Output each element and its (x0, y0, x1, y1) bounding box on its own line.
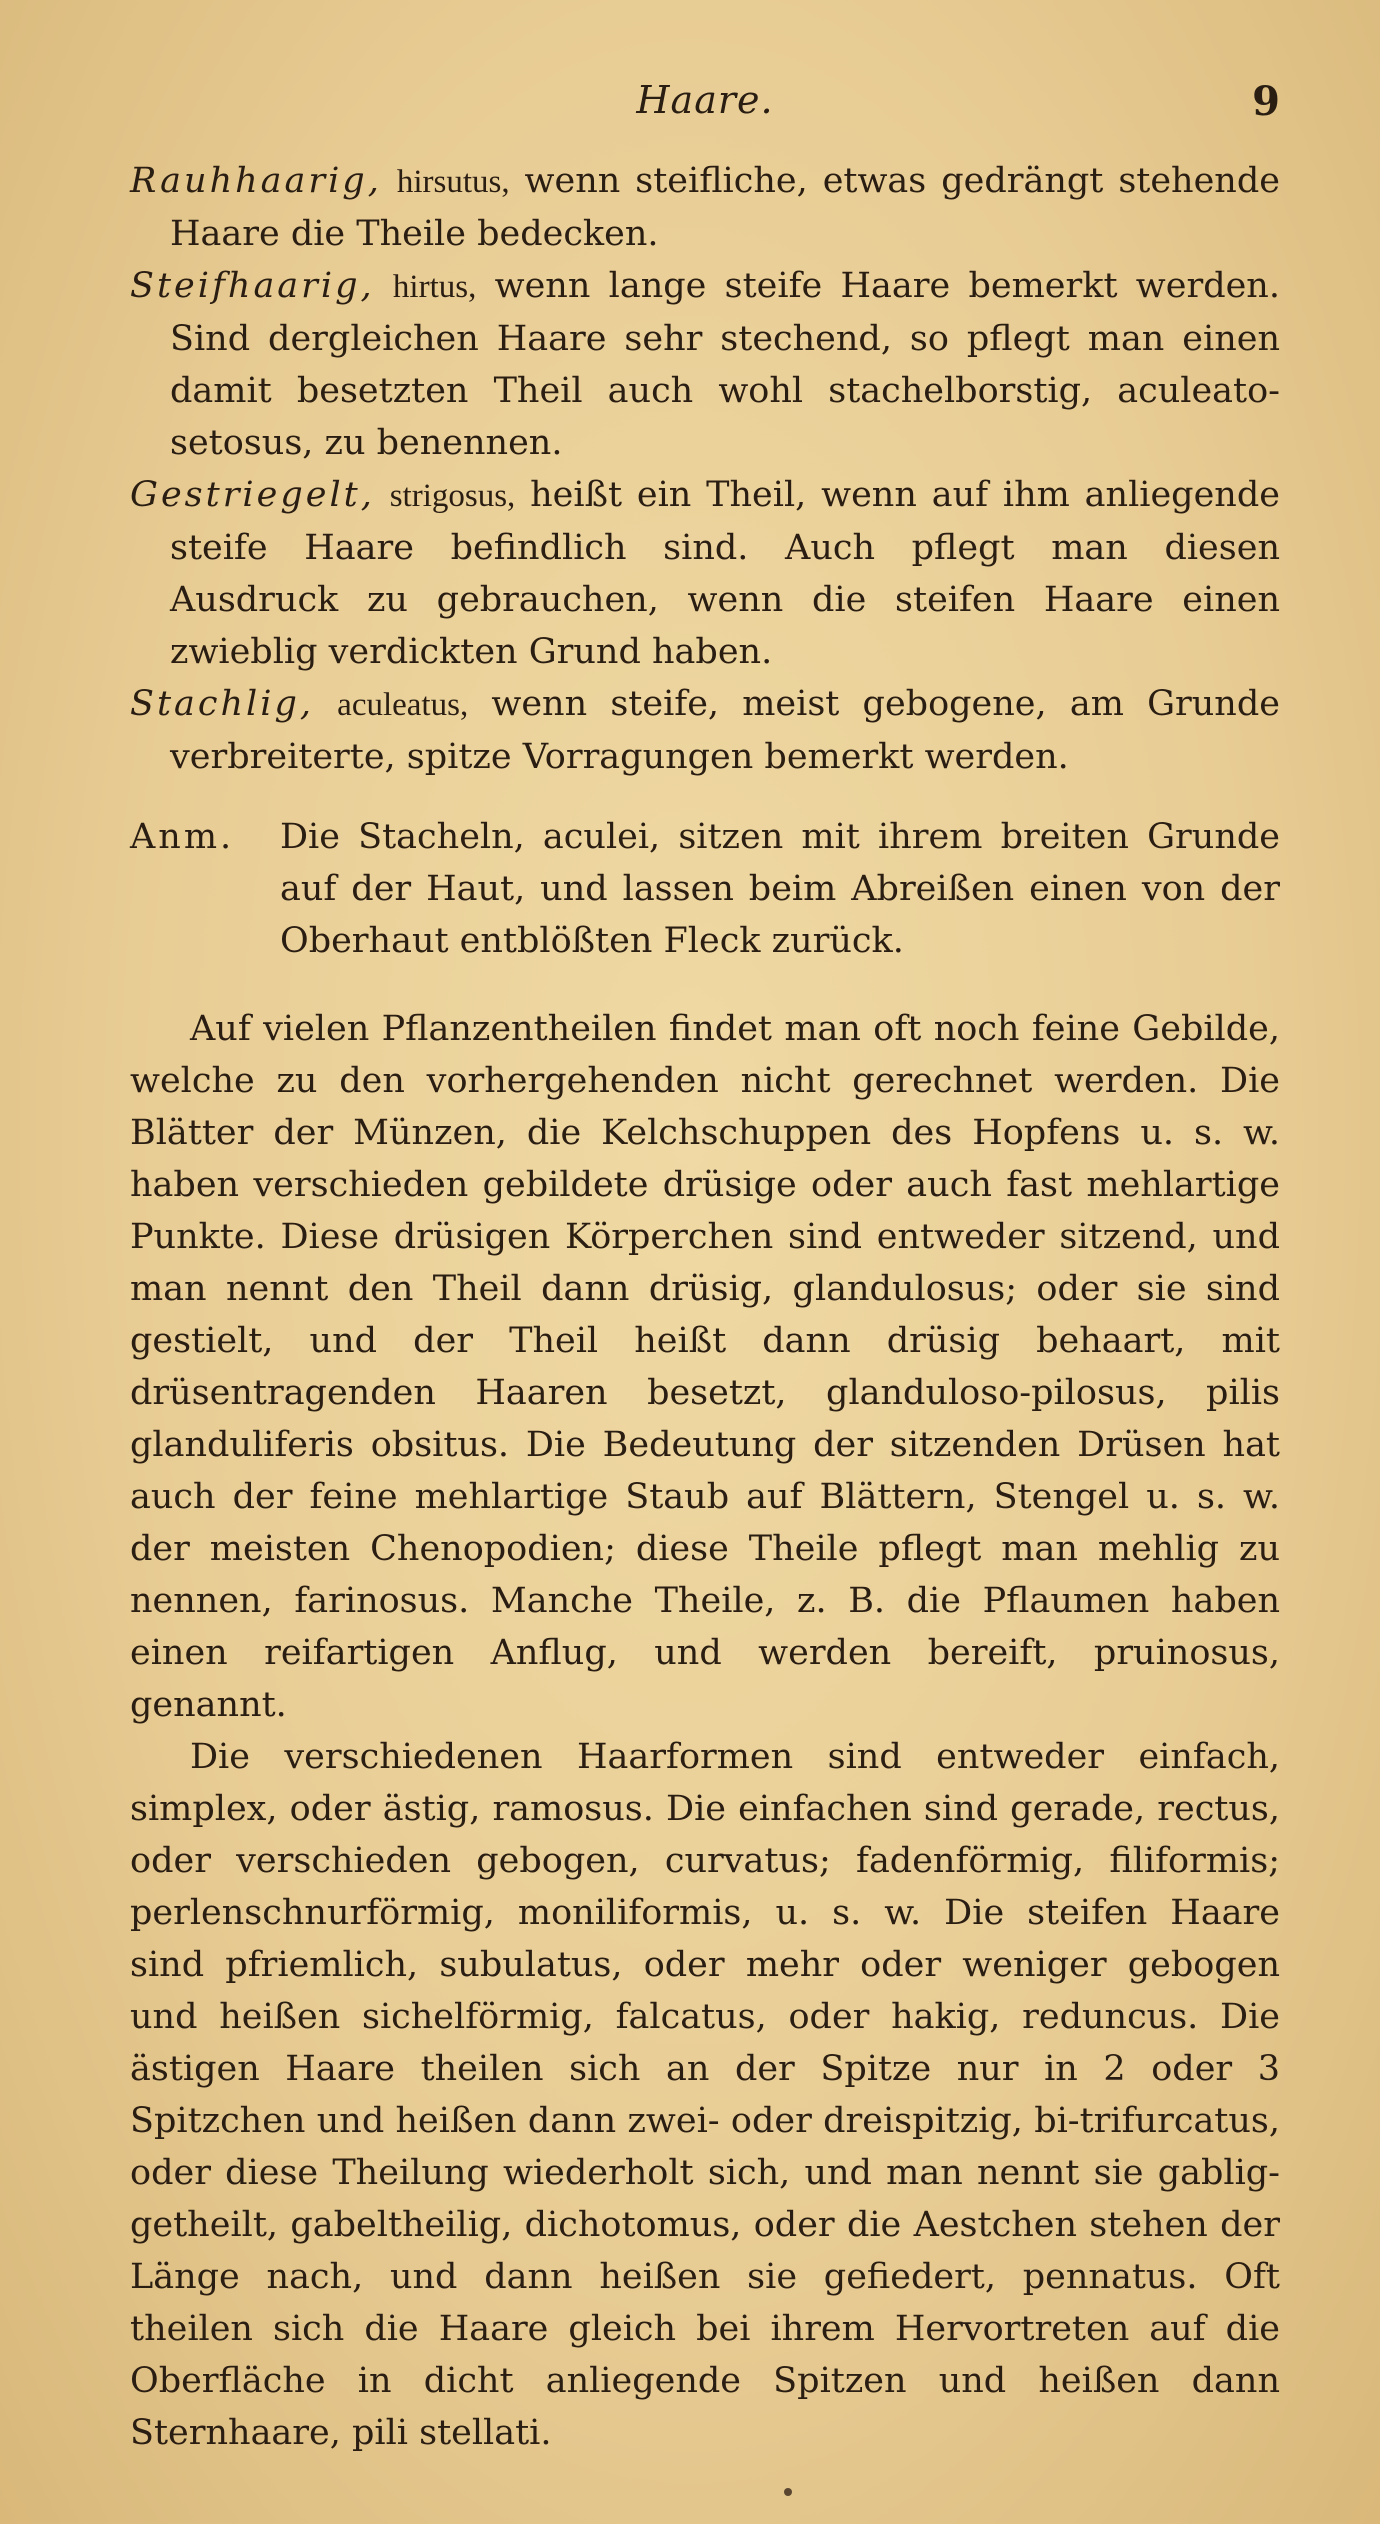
entry-text: wenn lange steife Haare bemerkt werden. Sind dergleichen Haare sehr stechend, so pflegt man einen damit besetzten Theil auch wohl stachelborstig, aculeato-setosus, zu benennen. (170, 266, 1280, 463)
note-text: Die Stacheln, aculei, sitzen mit ihrem breiten Grunde auf der Haut, und lassen beim Abreißen einen von der Oberhaut entblößten Fleck zurück. (280, 817, 1280, 961)
entry-term: Gestriegelt, (130, 475, 375, 515)
annotation-note (130, 811, 1280, 967)
body-paragraph: Die verschiedenen Haarformen sind entweder einfach, simplex, oder ästig, ramosus. Die einfachen sind gerade, rectus, oder verschieden gebogen, curvatus; fadenförmig, filiformis; perlenschnurförmig, moniliformis, u. s. w. Die steifen Haare sind pfriemlich, subulatus, oder mehr oder weniger gebogen und heißen sichelförmig, falcatus, oder hakig, reduncus. Die ästigen Haare theilen sich an der Spitze nur in 2 oder 3 Spitzchen und heißen dann zwei- oder dreispitzig, bi-trifurcatus, oder diese Theilung wiederholt sich, und man nennt sie gablig-getheilt, gabeltheilig, dichotomus, oder die Aestchen stehen der Länge nach, und dann heißen sie gefiedert, pennatus. Oft theilen sich die Haare gleich bei ihrem Hervortreten auf die Oberfläche in dicht anliegende Spitzen und heißen dann Sternhaare, pili stellati. (130, 1737, 1280, 2453)
entry-term: Steifhaarig, (130, 266, 375, 306)
entry-latin: hirtus, (392, 269, 477, 305)
definition-entry (130, 678, 1280, 783)
note-label: Anm. (130, 817, 235, 857)
body-paragraph: Auf vielen Pflanzentheilen findet man oft noch feine Gebilde, welche zu den vorhergehenden nicht gerechnet werden. Die Blätter der Münzen, die Kelchschuppen des Hopfens u. s. w. haben verschieden gebildete drüsige oder auch fast mehlartige Punkte. Diese drüsigen Körperchen sind entweder sitzend, und man nennt den Theil dann drüsig, glandulosus; oder sie sind gestielt, und der Theil heißt dann drüsig behaart, mit drüsentragenden Haaren besetzt, glanduloso-pilosus, pilis glanduliferis obsitus. Die Bedeutung der sitzenden Drüsen hat auch der feine mehlartige Staub auf Blättern, Stengel u. s. w. der meisten Chenopodien; diese Theile pflegt man mehlig zu nennen, farinosus. Manche Theile, z. B. die Pflaumen haben einen reifartigen Anflug, und werden bereift, pruinosus, genannt. (130, 1009, 1280, 1725)
entry-text: wenn steife, meist gebogene, am Grunde verbreiterte, spitze Vorragungen bemerkt werden. (170, 684, 1280, 777)
page-body (130, 155, 1280, 2459)
print-mark (784, 2488, 792, 2496)
running-head: Haare. (636, 78, 774, 122)
entry-text: heißt ein Theil, wenn auf ihm anliegende steife Haare befindlich sind. Auch pflegt man diesen Ausdruck zu gebrauchen, wenn die steifen Haare einen zwieblig verdickten Grund haben. (170, 475, 1280, 672)
page-header (130, 78, 1280, 138)
page-number: 9 (1252, 78, 1280, 125)
definition-entry (130, 155, 1280, 260)
entry-term: Rauhhaarig, (130, 161, 382, 201)
entry-term: Stachlig, (130, 684, 314, 724)
entry-latin: strigosus, (389, 478, 516, 514)
definition-entry (130, 469, 1280, 678)
entry-latin: aculeatus, (337, 687, 469, 723)
entry-latin: hirsutus, (396, 164, 510, 200)
entry-text: wenn steifliche, etwas gedrängt stehende Haare die Theile bedecken. (170, 161, 1280, 254)
definition-entry (130, 260, 1280, 469)
